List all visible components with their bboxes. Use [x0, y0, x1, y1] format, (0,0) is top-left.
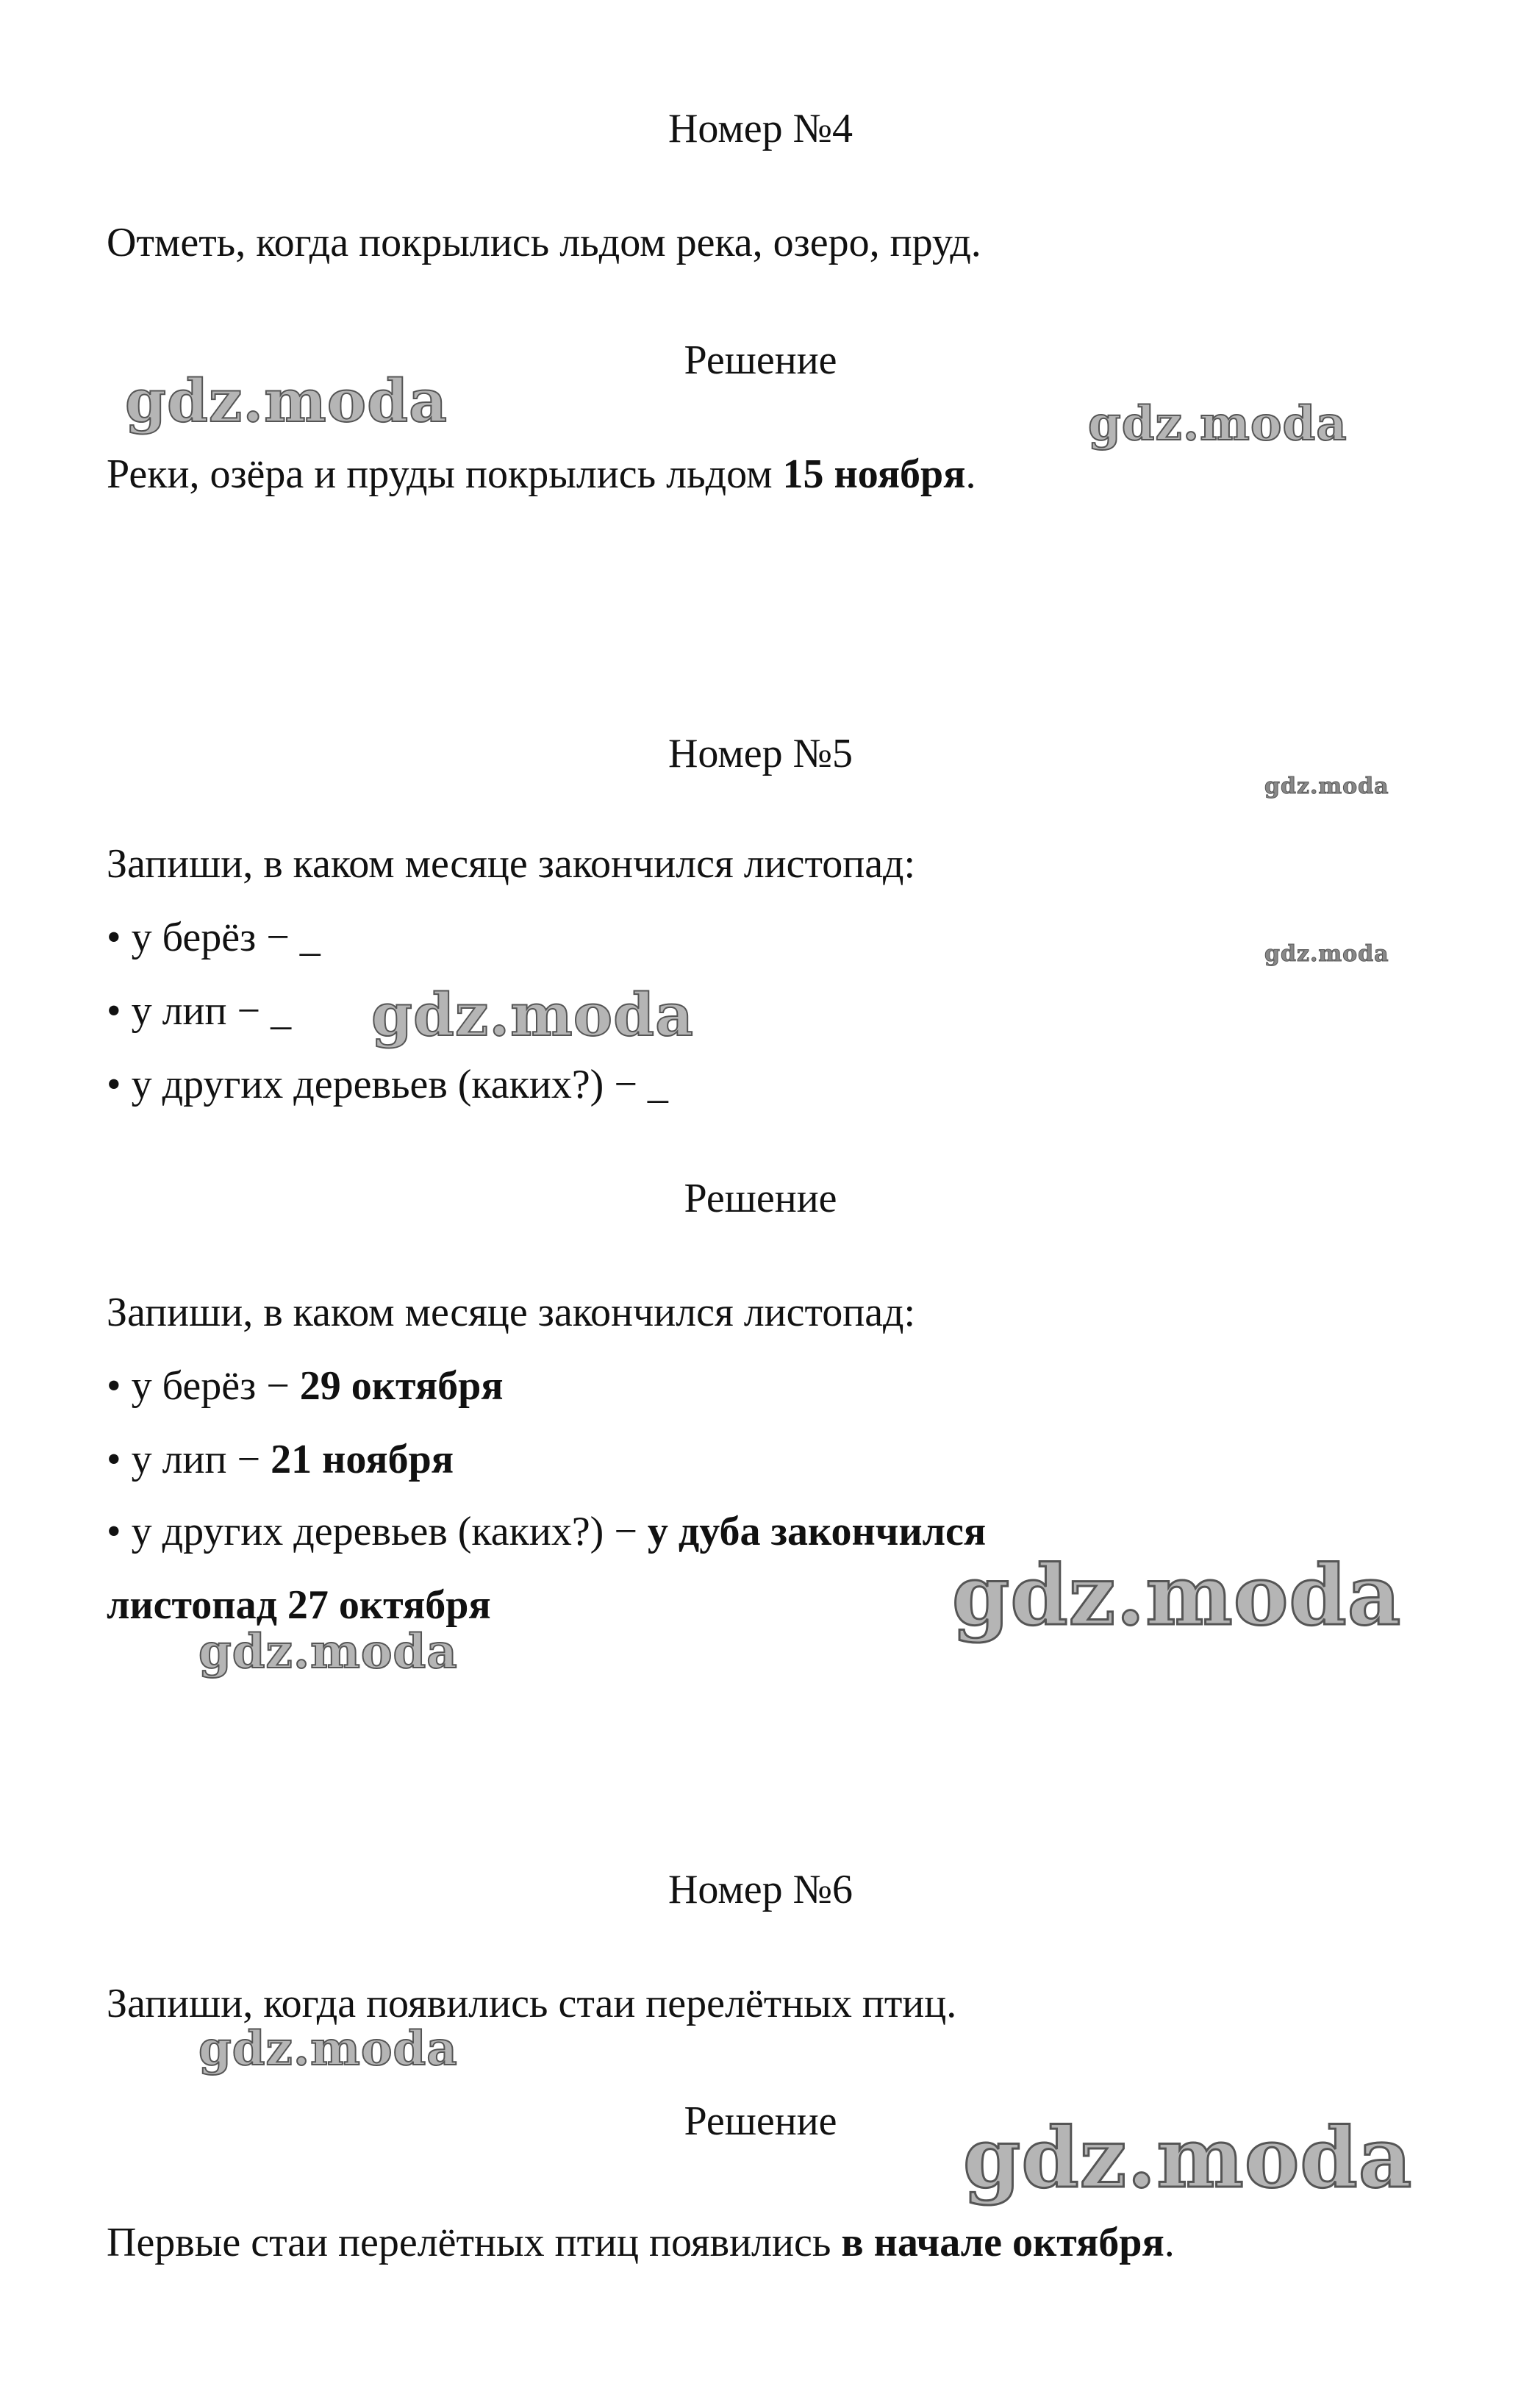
answer-prefix: • у лип − — [107, 1437, 271, 1482]
answer-bold: 29 октября — [299, 1363, 504, 1409]
answer-bold: листопад 27 октября — [107, 1582, 491, 1628]
task4-answer-end: . — [965, 451, 976, 497]
task5-item: • у других деревьев (каких?) − _ — [107, 1062, 668, 1107]
task5-answer-continuation — [107, 1579, 491, 1631]
task6-answer-end: . — [1164, 2220, 1175, 2265]
task5-question: Запиши, в каком месяце закончился листопад: — [107, 841, 916, 887]
task6-title: Номер №6 — [668, 1867, 853, 1912]
task4-answer — [107, 449, 976, 500]
task5-item: • у лип − _ — [107, 988, 292, 1034]
task6-answer-text: Первые стаи перелётных птиц появились — [107, 2220, 842, 2265]
task6-solution-label: Решение — [684, 2098, 837, 2144]
task4-question: Отметь, когда покрылись льдом река, озеро, пруд. — [107, 220, 981, 265]
task6-answer — [107, 2217, 1175, 2268]
task4-solution-label: Решение — [684, 337, 837, 383]
answer-bold: у дуба закончился — [647, 1509, 987, 1554]
answer-bold: 21 ноября — [271, 1437, 454, 1482]
task6-question: Запиши, когда появились стаи перелётных птиц. — [107, 1981, 957, 2026]
task5-answer-item — [107, 1434, 454, 1485]
task5-answer-item — [107, 1506, 986, 1557]
task5-answer-question: Запиши, в каком месяце закончился листопад: — [107, 1290, 916, 1335]
task6-answer-bold: в начале октября — [841, 2220, 1164, 2265]
watermark: gdz.moda — [1264, 941, 1389, 967]
watermark: gdz.moda — [1088, 396, 1348, 451]
watermark: gdz.moda — [198, 1624, 458, 1679]
answer-prefix: • у других деревьев (каких?) − — [107, 1509, 648, 1554]
task5-answer-item — [107, 1360, 504, 1412]
task4-answer-bold: 15 ноября — [782, 451, 966, 497]
watermark: gdz.moda — [963, 2110, 1413, 2207]
task5-solution-label: Решение — [684, 1176, 837, 1221]
task5-item: • у берёз − _ — [107, 915, 321, 960]
task4-answer-text: Реки, озёра и пруды покрылись льдом — [107, 451, 783, 497]
watermark: gdz.moda — [952, 1548, 1402, 1644]
task4-title: Номер №4 — [668, 106, 853, 151]
task5-title: Номер №5 — [668, 731, 853, 776]
watermark: gdz.moda — [125, 366, 448, 435]
watermark: gdz.moda — [1264, 774, 1389, 799]
watermark: gdz.moda — [371, 980, 694, 1049]
answer-prefix: • у берёз − — [107, 1363, 300, 1409]
watermark: gdz.moda — [198, 2021, 458, 2076]
